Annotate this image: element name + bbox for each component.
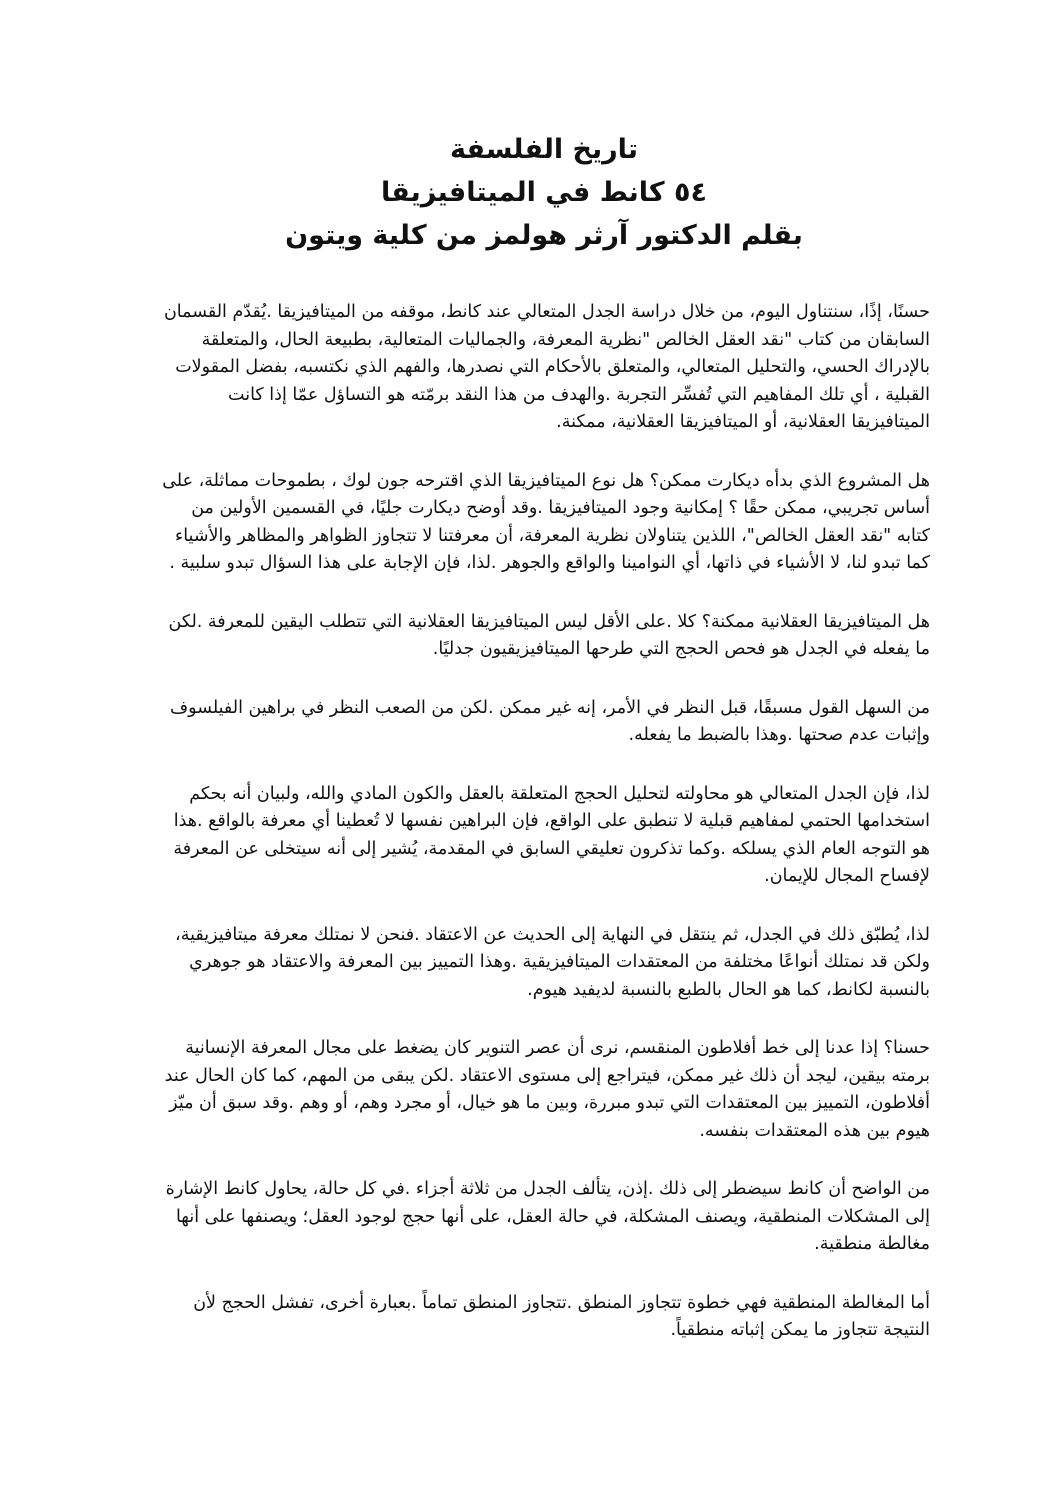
paragraph-4: من السهل القول مسبقًا، قبل النظر في الأمر، إنه غير ممكن .لكن من الصعب النظر في براهين الفيلسوف وإثبات عدم صحتها .وهذا بالضبط ما يفعله. (170, 697, 930, 745)
lecture-title: ٥٤ كانط في الميتافيزيقا (381, 177, 707, 208)
series-title: تاريخ الفلسفة (450, 134, 638, 165)
paragraph-8: من الواضح أن كانط سيضطر إلى ذلك .إذن، يتألف الجدل من ثلاثة أجزاء .في كل حالة، يحاول كانط الإشارة إلى المشكلات المنطقية، ويصنف المشكلة، في حالة العقل، على أنها حجج لوجود العقل؛ ويصنفها على أنها مغالطة منطقية. (165, 1179, 930, 1254)
paragraph-2: هل المشروع الذي بدأه ديكارت ممكن؟ هل نوع الميتافيزيقا الذي اقترحه جون لوك ، بطموحات مماثلة، على أساس تجريبي، ممكن حقًا ؟ إمكانية وجود الميتافيزيقا .وقد أوضح ديكارت جليًا، في القسمين الأولين من كتابه "نقد العقل الخالص"، اللذين يتناولان نظرية المعرفة، أن معرفتنا لا تتجاوز الظواهر والمظاهر والأشياء كما تبدو لنا، لا الأشياء في ذاتها، أي النوامينا والواقع والجوهر .لذا، فإن الإجابة على هذا السؤال تبدو سلبية . (162, 470, 930, 573)
paragraph-6: لذا، يُطبّق ذلك في الجدل، ثم ينتقل في النهاية إلى الحديث عن الاعتقاد .فنحن لا نمتلك معرفة ميتافيزيقية، ولكن قد نمتلك أنواعًا مختلفة من المعتقدات الميتافيزيقية .وهذا التمييز بين المعرفة والاعتقاد هو جوهري بالنسبة لكانط، كما هو الحال بالطبع بالنسبة لديفيد هيوم. (175, 924, 930, 1000)
paragraph-3: هل الميتافيزيقا العقلانية ممكنة؟ كلا .على الأقل ليس الميتافيزيقا العقلانية التي تتطلب اليقين للمعرفة .لكن ما يفعله في الجدل هو فحص الحجج التي طرحها الميتافيزيقيون جدليًا. (168, 611, 930, 659)
paragraph-9: أما المغالطة المنطقية فهي خطوة تتجاوز المنطق .تتجاوز المنطق تماماً .بعبارة أخرى، تفشل الحجج لأن النتيجة تتجاوز ما يمكن إثباته منطقياً. (193, 1292, 930, 1340)
author-line: بقلم الدكتور آرثر هولمز من كلية ويتون (285, 220, 803, 251)
paragraph-7: حسنا؟ إذا عدنا إلى خط أفلاطون المنقسم، نرى أن عصر التنوير كان يضغط على مجال المعرفة الإنسانية برمته بيقين، ليجد أن ذلك غير ممكن، فيتراجع إلى مستوى الاعتقاد .لكن يبقى من المهم، كما كان الحال عند أفلاطون، التمييز بين المعتقدات التي تبدو مبررة، وبين ما هو خيال، أو مجرد وهم، أو وهم .وقد سبق أن ميّز هيوم بين هذه المعتقدات بنفسه. (164, 1038, 930, 1141)
paragraph-5: لذا، فإن الجدل المتعالي هو محاولته لتحليل الحجج المتعلقة بالعقل والكون المادي والله، ولبيان أنه بحكم استخدامها الحتمي لمفاهيم قبلية لا تنطبق على الواقع، فإن البراهين نفسها لا تُعطينا أي معرفة بالواقع .هذا هو التوجه العام الذي يسلكه .وكما تذكرون تعليقي السابق في المقدمة، يُشير إلى أنه سيتخلى عن المعرفة لإفساح المجال للإيمان. (173, 783, 930, 886)
paragraph-1: حسنًا، إذًا، سنتناول اليوم، من خلال دراسة الجدل المتعالي عند كانط، موقفه من الميتافيزيقا .يُقدّم القسمان السابقان من كتاب "نقد العقل الخالص "نظرية المعرفة، والجماليات المتعالية، بطبيعة الحال، والمتعلقة بالإدراك الحسي، والتحليل المتعالي، والمتعلق بالأحكام التي نصدرها، والفهم الذي نكتسبه، بفضل المقولات القبلية ، أي تلك المفاهيم التي تُفسِّر التجربة .والهدف من هذا النقد برمّته هو التساؤل عمّا إذا كانت الميتافيزيقا العقلانية، أو الميتافيزيقا العقلانية، ممكنة. (163, 302, 930, 432)
title-block (158, 128, 930, 257)
